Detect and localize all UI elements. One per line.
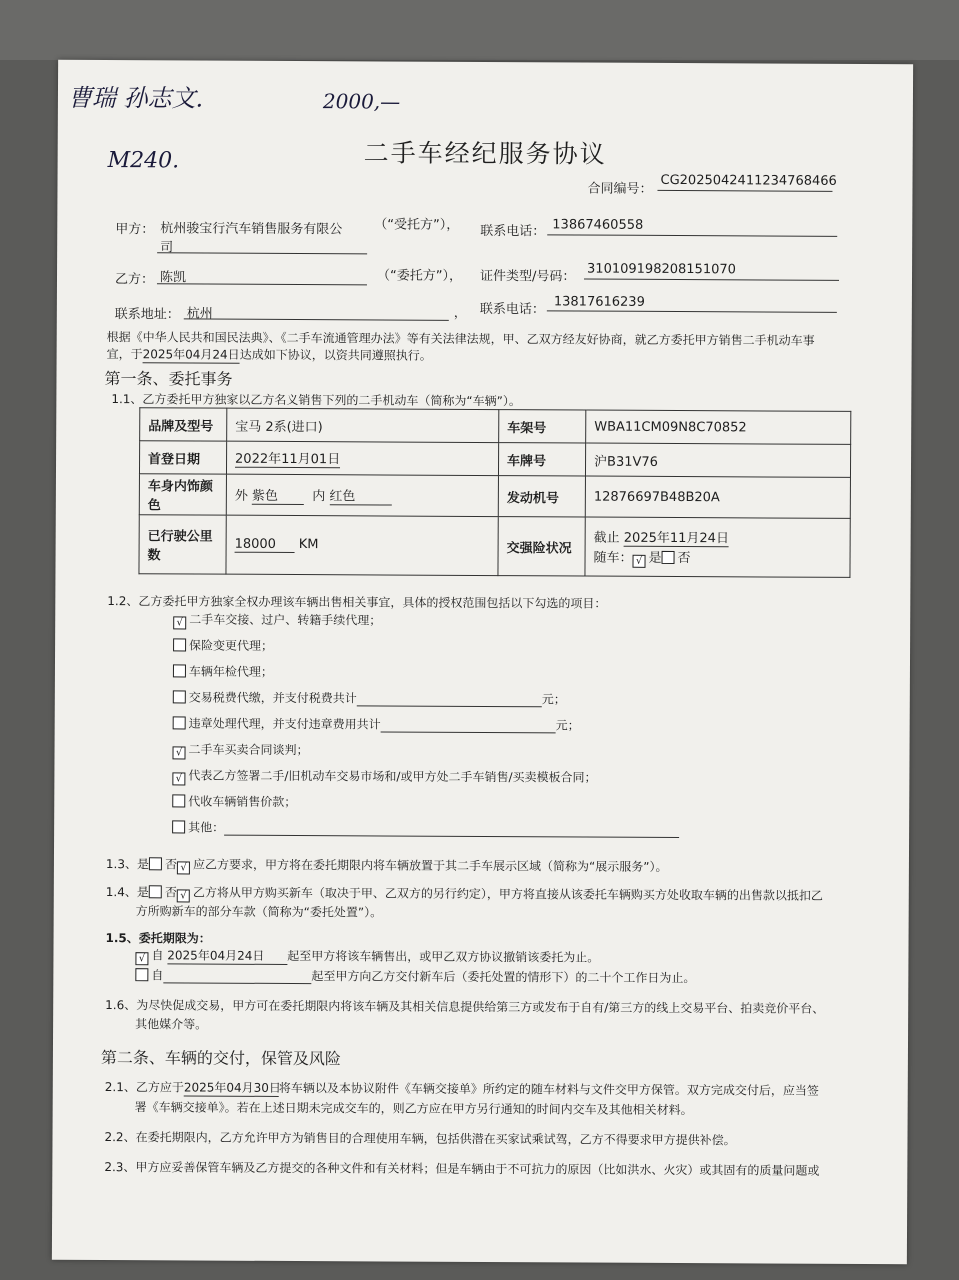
- plate-value: 沪B31V76: [585, 443, 850, 477]
- preamble-date: 2025年04月24日: [142, 347, 240, 362]
- contract-no-label: 合同编号：: [587, 181, 653, 197]
- contract-page: [52, 60, 913, 1264]
- reg-date-label: 首登日期: [139, 441, 226, 474]
- c13-yes-checkbox[interactable]: [149, 857, 162, 870]
- delivery-date: 2025年04月30日: [183, 1080, 281, 1095]
- clause-1-4: 1.4、是 否 √ 乙方将从甲方购买新车（取决于甲、乙双方的另行约定），甲方将直接从该委托车辆购买方处收取车辆的出售款以抵扣乙: [105, 885, 823, 903]
- vin-label: 车架号: [499, 410, 586, 443]
- party-a-phone-underline: [547, 234, 837, 237]
- option-other: 其他：: [172, 818, 679, 838]
- option-other-checkbox[interactable]: [172, 820, 185, 833]
- mileage-cell: 18000 KM: [226, 515, 498, 575]
- party-b-phone-label: 联系电话：: [479, 301, 545, 318]
- clause-2-3: 2.3、甲方应妥善保管车辆及乙方提交的各种文件和有关材料；但是车辆由于不可抗力的原因（比如洪水、火灾）或其固有的质量问题或: [104, 1160, 820, 1178]
- clause-1-4-line2: 方所购新车的部分车款（简称为“委托处置”）。: [135, 904, 383, 920]
- handwritten-names: 曹瑞 孙志文.: [67, 83, 204, 113]
- c14-no-checkbox[interactable]: √: [177, 889, 190, 902]
- clause-2-1-line2: 署《车辆交接单》。若在上述日期未完成交车的，则乙方应在甲方另行通知的时间内交车及其他相关材料。: [134, 1100, 693, 1118]
- table-row: [140, 408, 851, 445]
- vin-value: WBA11CM09N8C70852: [586, 410, 851, 444]
- party-b-name: 陈凯: [159, 270, 187, 286]
- contract-no-underline: [657, 190, 832, 192]
- brand-label: 品牌及型号: [140, 408, 227, 441]
- party-a-label: 甲方：: [115, 222, 155, 238]
- clause-1-5-title: 1.5、委托期限为：: [105, 931, 211, 946]
- option-inspection-checkbox[interactable]: [173, 664, 186, 677]
- address-value: 杭州: [186, 306, 213, 322]
- clause-1-2: 1.2、乙方委托甲方独家全权办理该车辆出售相关事宜，具体的授权范围包括以下勾选的项目：: [107, 594, 607, 611]
- exterior-color: 紫色: [252, 485, 304, 505]
- table-row: [139, 474, 850, 519]
- option-collect-payment: 代收车辆销售价款；: [172, 792, 296, 810]
- insurance-label: 交强险状况: [498, 517, 585, 576]
- color-label: 车身内饰颜色: [139, 474, 226, 515]
- c14-yes-checkbox[interactable]: [149, 885, 162, 898]
- clause-1-5-opt1: √ 自 2025年04月24日 起至甲方将该车辆售出，或甲乙双方协议撤销该委托为止。: [135, 946, 599, 967]
- clause-1-1: 1.1、乙方委托甲方独家以乙方名义销售下列的二手机动车（简称为“车辆”）。: [111, 392, 521, 409]
- insurance-no-checkbox[interactable]: [662, 550, 675, 563]
- option-insurance-change: 保险变更代理；: [173, 636, 273, 654]
- option-violation: 违章处理代理，并支付违章费用共计 元；: [173, 714, 580, 733]
- contract-no-value: CG2025042411234768466: [660, 172, 837, 189]
- party-a-phone-label: 联系电话：: [480, 223, 546, 240]
- handwritten-code: M240.: [107, 148, 180, 174]
- address-comma: ，: [453, 305, 467, 321]
- document-title: 二手车经纪服务协议: [363, 138, 607, 169]
- insurance-date: 2025年11月24日: [624, 526, 729, 547]
- party-b-label: 乙方：: [114, 272, 155, 288]
- insurance-yes-checkbox[interactable]: √: [633, 554, 646, 567]
- interior-color: 红色: [329, 485, 391, 505]
- clause-1-5-opt2: 自 起至甲方向乙方交付新车后（委托处置的情形下）的二十个工作日为止。: [135, 966, 695, 986]
- party-b-phone: 13817616239: [553, 294, 645, 310]
- party-b-id-underline: [584, 279, 839, 281]
- clause-1-6-line1: 1.6、为尽快促成交易，甲方可在委托期限内将该车辆及其相关信息提供给第三方或发布于自有/第三方的线上交易平台、拍卖竞价平台、: [105, 998, 825, 1016]
- section2-title: 第二条、车辆的交付，保管及风险: [100, 1048, 341, 1069]
- option-transfer-checkbox[interactable]: √: [173, 616, 186, 629]
- clause-1-6-line2: 其他媒介等。: [135, 1017, 208, 1032]
- reg-date-value: 2022年11月01日: [235, 448, 340, 469]
- term-opt2-checkbox[interactable]: [135, 968, 148, 981]
- option-sign-contract: √ 代表乙方签署二手/旧机动车交易市场和/或甲方处二手车销售/买卖模板合同；: [172, 766, 596, 787]
- option-tax-checkbox[interactable]: [173, 690, 186, 703]
- option-tax: 交易税费代缴，并支付税费共计 元；: [173, 688, 566, 707]
- background-top: [0, 0, 959, 60]
- term-start-date: 2025年04月24日: [167, 946, 287, 965]
- insurance-cell: 截止 2025年11月24日 随车： √ 是 否: [585, 517, 850, 577]
- option-violation-checkbox[interactable]: [173, 716, 186, 729]
- party-a-phone: 13867460558: [552, 217, 644, 233]
- table-row: [139, 515, 850, 578]
- plate-label: 车牌号: [498, 443, 585, 476]
- address-label: 联系地址：: [114, 307, 180, 323]
- party-a-role: （“受托方”），: [374, 217, 460, 233]
- party-b-id: 310109198208151070: [587, 261, 736, 278]
- party-a-underline: [157, 252, 367, 254]
- option-inspection: 车辆年检代理；: [173, 662, 273, 680]
- brand-value: 宝马 2系(进口): [227, 408, 499, 442]
- table-row: [139, 441, 850, 478]
- handwritten-amount: 2000,—: [322, 89, 401, 114]
- party-b-id-label: 证件类型/号码：: [479, 268, 576, 285]
- clause-1-3: 1.3、是 否 √ 应乙方要求，甲方将在委托期限内将车辆放置于其二手车展示区域（简称为“展示服务”）。: [105, 857, 668, 874]
- party-a-name-line2: 司: [160, 240, 174, 256]
- option-transfer: √ 二手车交接、过户、转籍手续代理；: [173, 610, 381, 630]
- option-insurance-checkbox[interactable]: [173, 638, 186, 651]
- c13-no-checkbox[interactable]: √: [177, 861, 190, 874]
- preamble-line2: 宜，于2025年04月24日达成如下协议，以资共同遵照执行。: [106, 347, 432, 363]
- engine-label: 发动机号: [498, 476, 585, 517]
- option-sign-checkbox[interactable]: √: [172, 772, 185, 785]
- option-negotiation: √ 二手车买卖合同谈判；: [172, 740, 308, 760]
- option-negotiation-checkbox[interactable]: √: [172, 746, 185, 759]
- party-b-underline: [157, 283, 367, 285]
- vehicle-info-table: [138, 407, 851, 578]
- address-underline: [184, 318, 449, 320]
- clause-2-1: 2.1、乙方应于2025年04月30日将车辆以及本协议附件《车辆交接单》所约定的随车材料与文件交甲方保管。双方完成交付后，应当签: [104, 1080, 819, 1098]
- party-b-role: （“委托方”），: [376, 268, 463, 284]
- section1-title: 第一条、委托事务: [104, 369, 233, 389]
- party-b-phone-underline: [547, 310, 837, 313]
- preamble-line1: 根据《中华人民共和国民法典》、《二手车流通管理办法》等有关法律法规，甲、乙双方经友好协商，就乙方委托甲方销售二手机动车事: [106, 330, 815, 348]
- mileage-label: 已行驶公里数: [139, 515, 226, 574]
- term-opt1-checkbox[interactable]: √: [135, 952, 148, 965]
- clause-2-2: 2.2、在委托期限内，乙方允许甲方为销售目的合理使用车辆，包括供潜在买家试乘试驾，乙方不得要求甲方提供补偿。: [104, 1130, 736, 1148]
- mileage-value: 18000: [235, 537, 295, 553]
- reg-date-cell: [226, 441, 498, 475]
- party-a-name-line1: 杭州骏宝行汽车销售服务有限公: [160, 221, 343, 238]
- option-collect-checkbox[interactable]: [172, 794, 185, 807]
- engine-value: 12876697B48B20A: [585, 476, 850, 518]
- color-cell: 外 紫色 内 红色: [226, 474, 498, 516]
